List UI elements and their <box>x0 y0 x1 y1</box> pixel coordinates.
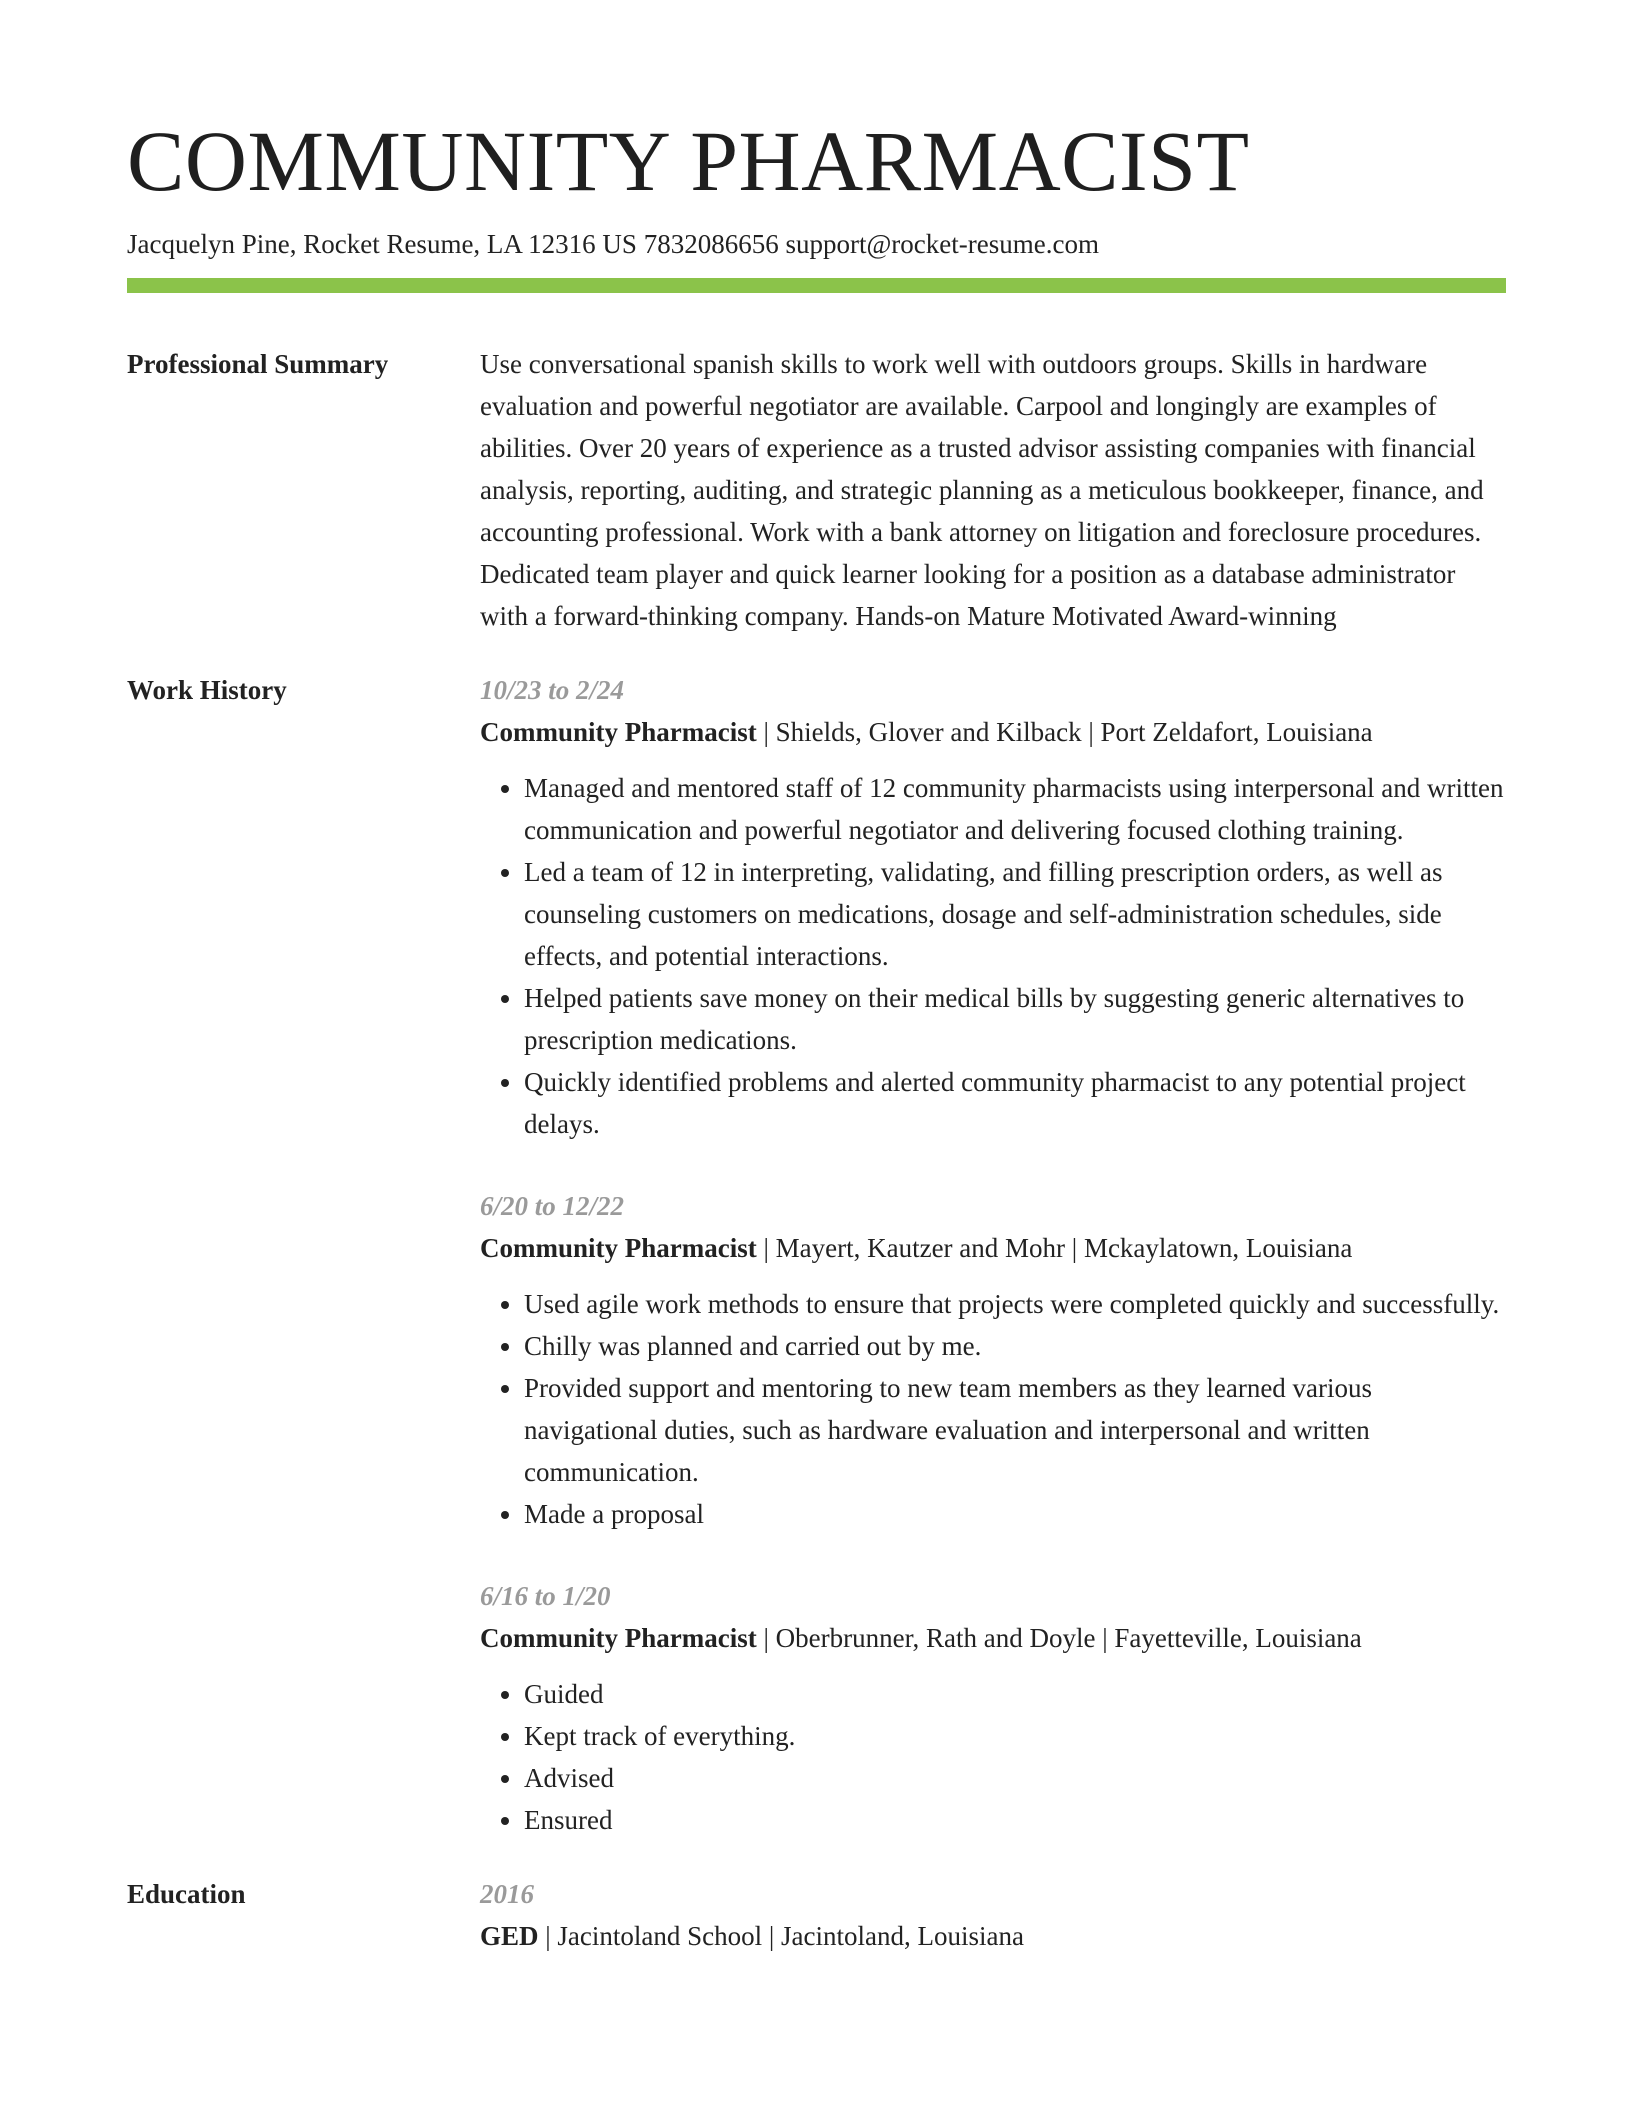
education-school-location: | Jacintoland School | Jacintoland, Louisiana <box>538 1921 1024 1952</box>
job-entry <box>480 1185 1506 1535</box>
job-bullet: • Used agile work methods to ensure that projects were completed quickly and successfully. <box>524 1283 1506 1325</box>
job-bullet: • Chilly was planned and carried out by me. <box>524 1325 1506 1367</box>
job-entry <box>480 1575 1506 1841</box>
job-bullet: • Quickly identified problems and alerted community pharmacist to any potential project delays. <box>524 1061 1506 1145</box>
job-role: Community Pharmacist <box>480 717 757 748</box>
work-history-list <box>480 669 1506 1841</box>
job-role: Community Pharmacist <box>480 1623 757 1654</box>
job-bullet: • Provided support and mentoring to new team members as they learned various navigational duties, such as hardware evaluation and interpersonal and written communication. <box>524 1367 1506 1493</box>
work-history-section <box>127 669 1506 1841</box>
accent-divider <box>127 278 1506 293</box>
work-history-heading: Work History <box>127 675 287 706</box>
education-heading-line <box>480 1915 1506 1957</box>
job-heading <box>480 1227 1506 1269</box>
education-heading: Education <box>127 1879 246 1910</box>
summary-heading: Professional Summary <box>127 349 389 380</box>
job-bullets <box>480 767 1506 1145</box>
education-list <box>480 1873 1506 1957</box>
job-employer-location: | Oberbrunner, Rath and Doyle | Fayetteville, Louisiana <box>756 1623 1362 1654</box>
job-heading <box>480 711 1506 753</box>
job-bullets <box>480 1673 1506 1841</box>
job-entry <box>480 669 1506 1145</box>
job-bullet: • Ensured <box>524 1799 1506 1841</box>
job-bullet: • Advised <box>524 1757 1506 1799</box>
summary-section <box>127 343 1506 637</box>
summary-text: Use conversational spanish skills to work well with outdoors groups. Skills in hardware evaluation and powerful negotiator are available. Carpool and longingly are examples of abilities. Over 20 years of experience as a trusted advisor assisting companies with financial analysis, reporting, auditing, and strategic planning as a meticulous bookkeeper, finance, and accounting professional. Work with a bank attorney on litigation and foreclosure procedures. Dedicated team player and quick learner looking for a position as a database administrator with a forward-thinking company. Hands-on Mature Motivated Award-winning <box>480 349 1484 632</box>
job-bullet: • Kept track of everything. <box>524 1715 1506 1757</box>
job-heading <box>480 1617 1506 1659</box>
education-section <box>127 1873 1506 1957</box>
education-dates: 2016 <box>480 1879 534 1910</box>
education-degree: GED <box>480 1921 539 1952</box>
job-employer-location: | Shields, Glover and Kilback | Port Zeldafort, Louisiana <box>756 717 1373 748</box>
job-bullets <box>480 1283 1506 1535</box>
resume-title: COMMUNITY PHARMACIST <box>127 113 1250 209</box>
education-entry <box>480 1873 1506 1957</box>
job-bullet: • Managed and mentored staff of 12 community pharmacists using interpersonal and written communication and powerful negotiator and delivering focused clothing training. <box>524 767 1506 851</box>
job-bullet: • Helped patients save money on their medical bills by suggesting generic alternatives to prescription medications. <box>524 977 1506 1061</box>
job-role: Community Pharmacist <box>480 1233 757 1264</box>
job-dates: 10/23 to 2/24 <box>480 675 625 706</box>
job-dates: 6/16 to 1/20 <box>480 1581 611 1612</box>
job-bullet: • Made a proposal <box>524 1493 1506 1535</box>
job-bullet: • Guided <box>524 1673 1506 1715</box>
contact-line: Jacquelyn Pine, Rocket Resume, LA 12316 US 7832086656 support@rocket-resume.com <box>127 229 1099 259</box>
job-dates: 6/20 to 12/22 <box>480 1191 625 1222</box>
job-employer-location: | Mayert, Kautzer and Mohr | Mckaylatown, Louisiana <box>756 1233 1353 1264</box>
job-bullet: • Led a team of 12 in interpreting, validating, and filling prescription orders, as well as counseling customers on medications, dosage and self-administration schedules, side effects, and potential interactions. <box>524 851 1506 977</box>
